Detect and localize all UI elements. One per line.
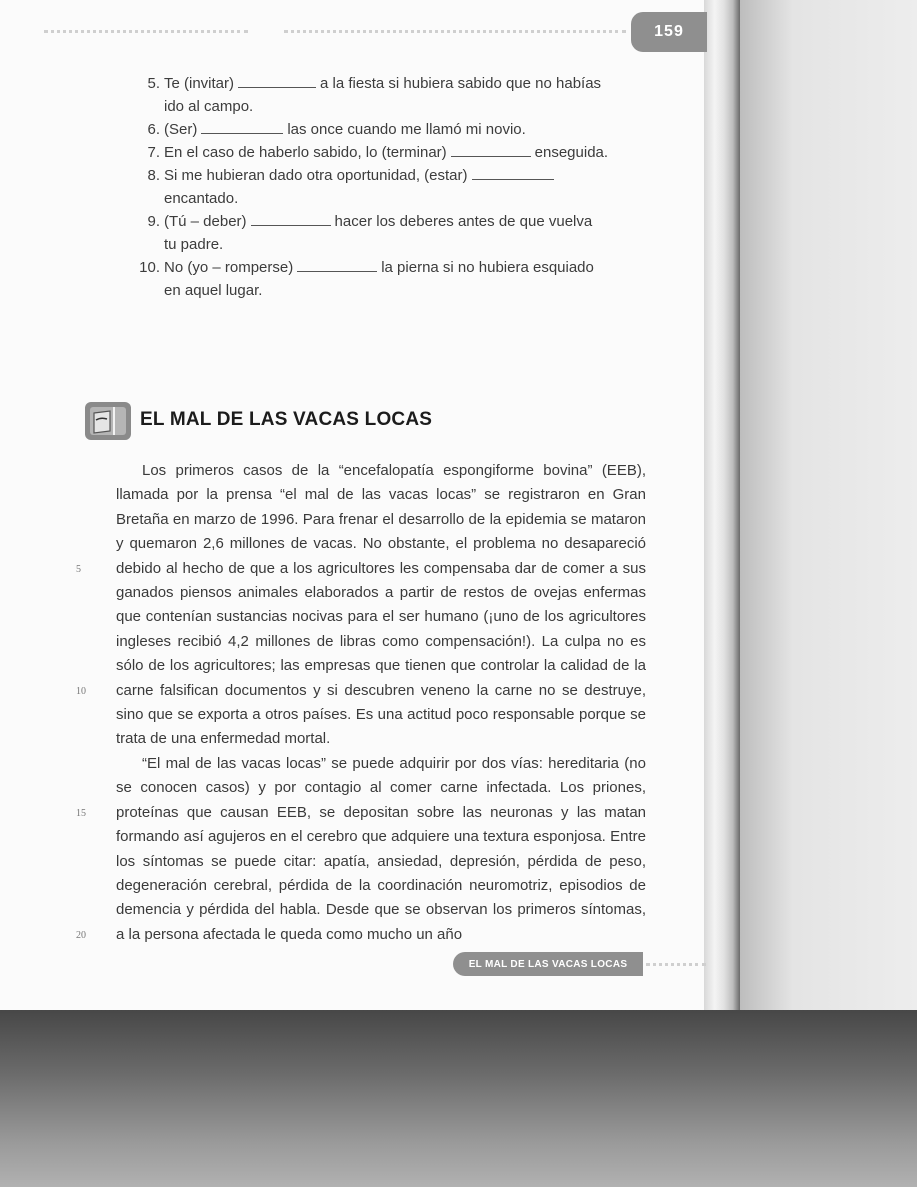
article-paragraph: “El mal de las vacas locas” se puede adquirir por dos vías: hereditaria (no se conocen casos) y por contagio al comer carne infectada. Los priones, proteínas que causan EEB, se depositan sobre las neuronas y las matan formando así agujeros en el cerebro que adquiere una textura esponjosa. Entre los síntomas se puede citar: apatía, ansiedad, depresión, pérdida de peso, degeneración cerebral, pérdida de la coordinación neuromotriz, episodios de demencia y pérdida del habla. Desde que se observan los primeros síntomas, a la persona afectada le queda como mucho un año bbox=[116, 754, 646, 943]
exercise-prompt: Si me hubieran dado otra oportunidad, (estar) bbox=[164, 167, 468, 184]
adjacent-page-edge bbox=[740, 0, 917, 1010]
book-spine bbox=[704, 0, 740, 1010]
page-number: 159 bbox=[631, 12, 707, 52]
exercise-item bbox=[140, 118, 660, 141]
article-body bbox=[116, 459, 646, 947]
exercise-number: 6. bbox=[147, 121, 160, 138]
line-number: 5 bbox=[76, 564, 81, 575]
footer-dotted-rule bbox=[646, 963, 706, 966]
exercise-continuation: encantado. bbox=[164, 190, 239, 207]
answer-blank[interactable] bbox=[251, 211, 331, 226]
answer-blank[interactable] bbox=[472, 165, 554, 180]
exercise-item bbox=[140, 210, 660, 256]
exercise-prompt: (Ser) bbox=[164, 121, 198, 138]
exercise-list bbox=[140, 72, 660, 302]
reading-section-icon bbox=[84, 401, 132, 441]
line-number: 20 bbox=[76, 930, 86, 941]
article-paragraph: Los primeros casos de la “encefalopatía espongiforme bovina” (EEB), llamada por la prensa “el mal de las vacas locas” se registraron en Gran Bretaña en marzo de 1996. Para frenar el desarrollo de la epidemia se mataron y quemaron 2,6 millones de vacas. No obstante, el problema no desapareció debido al hecho de que a los agricultores les compensaba dar de comer a sus ganados piensos animales elaborados a partir de restos de ovejas enfermas que contenían sustancias nocivas para el ser humano (¡uno de los agricultores ingleses recibió 4,2 millones de libras como compensación!). La culpa no es sólo de los agricultores; las empresas que tienen que controlar la calidad de la carne falsifican documentos y si descubren veneno la carne no se destruye, sino que se exporta a otros países. Es una actitud poco responsable porque se trata de una enfermedad mortal. bbox=[116, 462, 646, 748]
line-number: 15 bbox=[76, 808, 86, 819]
exercise-prompt: (Tú – deber) bbox=[164, 213, 247, 230]
exercise-number: 7. bbox=[147, 144, 160, 161]
exercise-item bbox=[140, 72, 660, 118]
exercise-item bbox=[140, 164, 660, 210]
exercise-item bbox=[140, 141, 660, 164]
answer-blank[interactable] bbox=[201, 119, 283, 134]
header-dotted-rule-left bbox=[44, 30, 248, 33]
exercise-prompt-end: a la fiesta si hubiera sabido que no habías bbox=[320, 75, 602, 92]
line-number: 10 bbox=[76, 686, 86, 697]
exercise-continuation: en aquel lugar. bbox=[164, 282, 263, 299]
exercise-number: 8. bbox=[147, 167, 160, 184]
exercise-number: 9. bbox=[147, 213, 160, 230]
section-title: EL MAL DE LAS VACAS LOCAS bbox=[140, 409, 433, 430]
running-title: EL MAL DE LAS VACAS LOCAS bbox=[453, 952, 643, 976]
exercise-prompt-end: enseguida. bbox=[534, 144, 609, 161]
scan-shadow bbox=[0, 1010, 917, 1187]
exercise-prompt: Te (invitar) bbox=[164, 75, 235, 92]
exercise-number: 5. bbox=[147, 75, 160, 92]
exercise-prompt-end: la pierna si no hubiera esquiado bbox=[381, 259, 594, 276]
exercise-continuation: ido al campo. bbox=[164, 98, 254, 115]
exercise-prompt: En el caso de haberlo sabido, lo (terminar) bbox=[164, 144, 447, 161]
exercise-continuation: tu padre. bbox=[164, 236, 224, 253]
answer-blank[interactable] bbox=[451, 142, 531, 157]
answer-blank[interactable] bbox=[238, 73, 316, 88]
exercise-item bbox=[140, 256, 660, 302]
exercise-number: 10. bbox=[139, 259, 160, 276]
exercise-prompt-end: las once cuando me llamó mi novio. bbox=[287, 121, 526, 138]
answer-blank[interactable] bbox=[297, 257, 377, 272]
exercise-prompt-end: hacer los deberes antes de que vuelva bbox=[334, 213, 593, 230]
exercise-prompt: No (yo – romperse) bbox=[164, 259, 294, 276]
header-dotted-rule-right bbox=[284, 30, 626, 33]
